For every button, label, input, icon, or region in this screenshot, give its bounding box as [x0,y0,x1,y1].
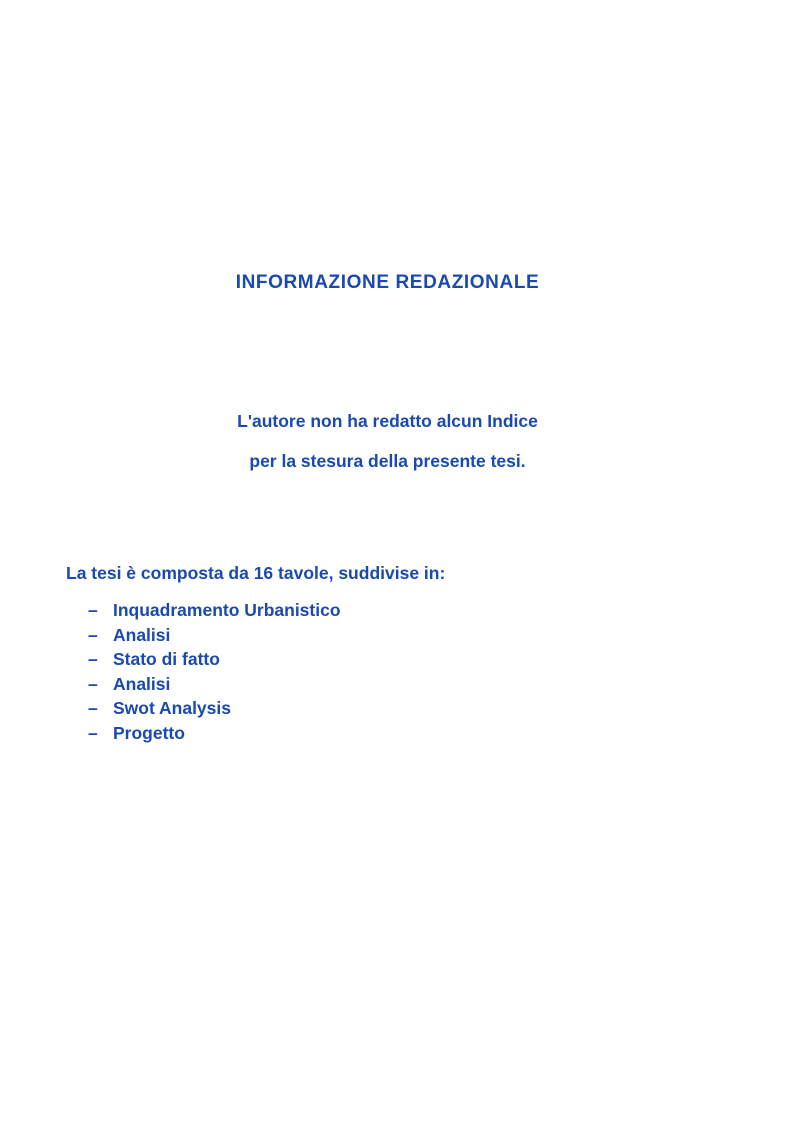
list-item-label: Stato di fatto [113,649,220,669]
list-item-label: Analisi [113,624,171,645]
list-bullet: – [88,600,98,620]
note-line-2: per la stesura della presente tesi. [249,451,526,471]
list-item [88,673,341,698]
sections-list [88,599,341,746]
list-bullet: – [88,673,98,694]
list-item [88,722,341,747]
list-item-label: Swot Analysis [113,698,231,718]
list-item-label: Inquadramento Urbanistico [113,600,341,620]
list-item [88,624,341,649]
sections-intro: La tesi è composta da 16 tavole, suddivise in: [66,563,446,583]
list-item [88,697,341,722]
list-item-label: Analisi [113,673,171,694]
list-bullet: – [88,624,98,645]
list-bullet: – [88,698,98,718]
note-line-1: L'autore non ha redatto alcun Indice [237,411,538,431]
list-bullet: – [88,722,98,743]
page-title: INFORMAZIONE REDAZIONALE [235,272,540,293]
list-item [88,648,341,673]
list-item-label: Progetto [113,722,185,743]
list-item [88,599,341,624]
list-bullet: – [88,649,98,669]
